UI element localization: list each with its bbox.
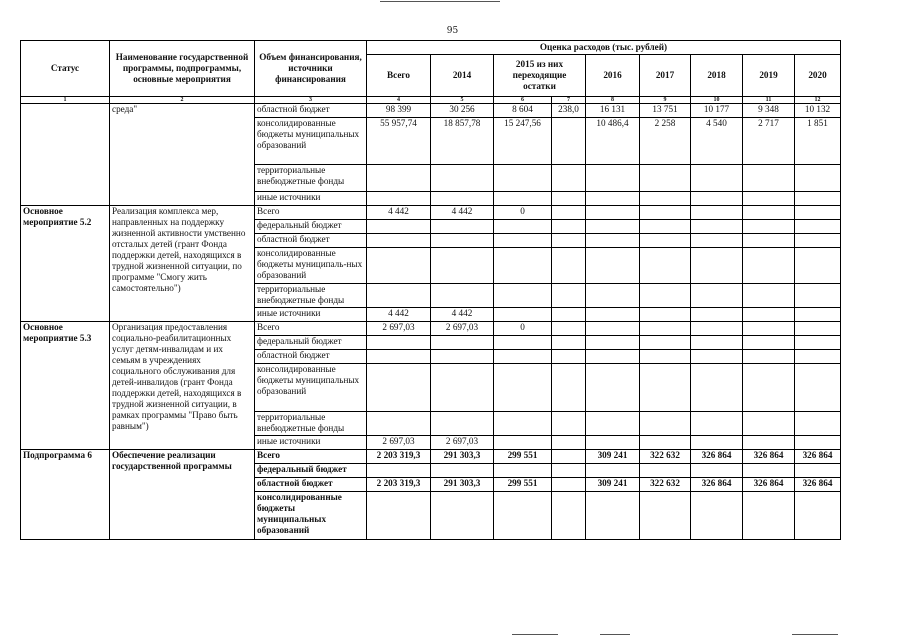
value-cell (367, 248, 431, 284)
value-cell (795, 206, 841, 220)
value-cell (552, 336, 586, 350)
status-cell (21, 104, 110, 206)
top-margin-mark (380, 1, 500, 2)
value-cell (743, 284, 795, 308)
value-cell (552, 308, 586, 322)
value-cell (586, 492, 640, 540)
col-num: 4 (367, 97, 431, 104)
funding-source: областной бюджет (255, 234, 367, 248)
value-cell: 326 864 (795, 478, 841, 492)
value-cell (795, 412, 841, 436)
value-cell (552, 220, 586, 234)
value-cell (640, 412, 691, 436)
value-cell (795, 436, 841, 450)
value-cell: 98 399 (367, 104, 431, 118)
value-cell (743, 220, 795, 234)
value-cell (552, 492, 586, 540)
value-cell (367, 220, 431, 234)
value-cell (586, 464, 640, 478)
col-num: 6 (494, 97, 552, 104)
value-cell (494, 284, 552, 308)
value-cell (795, 284, 841, 308)
header-2016: 2016 (586, 55, 640, 97)
header-2019: 2019 (743, 55, 795, 97)
bottom-margin-mark (792, 634, 838, 635)
value-cell (743, 308, 795, 322)
value-cell (691, 192, 743, 206)
funding-source: областной бюджет (255, 350, 367, 364)
value-cell (795, 336, 841, 350)
value-cell: 0 (494, 206, 552, 220)
value-cell: 322 632 (640, 450, 691, 464)
value-cell (743, 322, 795, 336)
value-cell (743, 192, 795, 206)
value-cell (586, 336, 640, 350)
value-cell (691, 464, 743, 478)
header-2017: 2017 (640, 55, 691, 97)
value-cell (431, 165, 494, 192)
value-cell (795, 464, 841, 478)
value-cell (640, 234, 691, 248)
value-cell (494, 436, 552, 450)
value-cell (431, 192, 494, 206)
value-cell (552, 206, 586, 220)
value-cell (494, 350, 552, 364)
value-cell (552, 192, 586, 206)
value-cell (367, 350, 431, 364)
value-cell (494, 165, 552, 192)
value-cell (552, 234, 586, 248)
value-cell (743, 464, 795, 478)
value-cell (494, 492, 552, 540)
value-cell: 326 864 (743, 478, 795, 492)
value-cell (691, 308, 743, 322)
value-cell: 4 442 (431, 308, 494, 322)
value-cell: 10 486,4 (586, 118, 640, 165)
value-cell (743, 350, 795, 364)
value-cell (691, 248, 743, 284)
funding-source: федеральный бюджет (255, 464, 367, 478)
value-cell (743, 436, 795, 450)
value-cell: 326 864 (691, 450, 743, 464)
value-cell: 10 132 (795, 104, 841, 118)
value-cell: 15 247,56 (494, 118, 552, 165)
value-cell: 291 303,3 (431, 478, 494, 492)
value-cell: 299 551 (494, 450, 552, 464)
value-cell (743, 165, 795, 192)
funding-source: Всего (255, 322, 367, 336)
value-cell (431, 350, 494, 364)
value-cell (640, 364, 691, 412)
value-cell: 291 303,3 (431, 450, 494, 464)
measure-5-2-block (21, 206, 841, 322)
value-cell (795, 192, 841, 206)
value-cell (795, 492, 841, 540)
value-cell: 326 864 (743, 450, 795, 464)
value-cell (552, 165, 586, 192)
value-cell (795, 350, 841, 364)
value-cell (795, 364, 841, 412)
value-cell (431, 412, 494, 436)
value-cell: 2 697,03 (367, 322, 431, 336)
value-cell (494, 192, 552, 206)
value-cell (494, 464, 552, 478)
value-cell (431, 464, 494, 478)
col-num: 3 (255, 97, 367, 104)
col-num: 12 (795, 97, 841, 104)
header-estimate: Оценка расходов (тыс. рублей) (367, 41, 841, 55)
funding-source: областной бюджет (255, 478, 367, 492)
funding-source: Всего (255, 450, 367, 464)
value-cell (494, 234, 552, 248)
value-cell (367, 336, 431, 350)
value-cell (431, 234, 494, 248)
status-cell: Подпрограмма 6 (21, 450, 110, 540)
value-cell (691, 234, 743, 248)
value-cell (586, 165, 640, 192)
measure-name: Организация предоставления социально-реабилитационных услуг детям-инвалидам и их семьям в учреждениях социального обслуживания для детей-инвалидов (грант Фонда поддержки детей, находящихся в трудной жизненной ситуации, в рамках программы "Право быть равным") (110, 322, 255, 450)
value-cell: 8 604 (494, 104, 552, 118)
value-cell (795, 165, 841, 192)
value-cell (691, 412, 743, 436)
value-cell: 4 540 (691, 118, 743, 165)
funding-source: федеральный бюджет (255, 336, 367, 350)
value-cell (640, 350, 691, 364)
value-cell (743, 206, 795, 220)
col-num: 7 (552, 97, 586, 104)
funding-source: консолидированные бюджеты муниципаль-ных образований (255, 248, 367, 284)
header-2020: 2020 (795, 55, 841, 97)
value-cell (552, 350, 586, 364)
value-cell (367, 364, 431, 412)
value-cell (691, 284, 743, 308)
value-cell: 16 131 (586, 104, 640, 118)
value-cell (552, 412, 586, 436)
value-cell (431, 248, 494, 284)
value-cell (743, 364, 795, 412)
value-cell (552, 436, 586, 450)
value-cell: 4 442 (431, 206, 494, 220)
value-cell: 2 717 (743, 118, 795, 165)
value-cell (431, 284, 494, 308)
funding-source: иные источники (255, 308, 367, 322)
col-num: 2 (110, 97, 255, 104)
page-number: 95 (446, 26, 459, 36)
value-cell: 10 177 (691, 104, 743, 118)
value-cell (691, 364, 743, 412)
col-num: 1 (21, 97, 110, 104)
value-cell (586, 192, 640, 206)
value-cell (640, 248, 691, 284)
value-cell (586, 284, 640, 308)
funding-source: федеральный бюджет (255, 220, 367, 234)
value-cell: 4 442 (367, 206, 431, 220)
value-cell (640, 165, 691, 192)
value-cell (494, 248, 552, 284)
value-cell: 2 697,03 (367, 436, 431, 450)
continued-block (21, 104, 841, 206)
value-cell (494, 364, 552, 412)
col-num: 11 (743, 97, 795, 104)
value-cell (640, 336, 691, 350)
funding-source: областной бюджет (255, 104, 367, 118)
value-cell (586, 364, 640, 412)
value-cell: 55 957,74 (367, 118, 431, 165)
value-cell (552, 464, 586, 478)
col-num: 10 (691, 97, 743, 104)
value-cell (586, 308, 640, 322)
funding-source: иные источники (255, 192, 367, 206)
value-cell (431, 492, 494, 540)
header-volume: Объем финансирования, источники финансирования (255, 41, 367, 97)
value-cell (552, 450, 586, 464)
value-cell (691, 492, 743, 540)
value-cell (367, 192, 431, 206)
value-cell (552, 118, 586, 165)
value-cell: 326 864 (691, 478, 743, 492)
value-cell (552, 284, 586, 308)
value-cell (586, 350, 640, 364)
bottom-margin-mark (512, 634, 558, 635)
value-cell: 0 (494, 322, 552, 336)
header-total: Всего (367, 55, 431, 97)
budget-table (20, 40, 841, 540)
measure-name: Реализация комплекса мер, направленных на поддержку жизненной активности умственно отсталых детей (грант Фонда поддержки детей, находящихся в трудной жизненной ситуации, по программе "Смогу жить самостоятельно") (110, 206, 255, 322)
value-cell: 13 751 (640, 104, 691, 118)
funding-source: Всего (255, 206, 367, 220)
value-cell (640, 464, 691, 478)
value-cell (431, 364, 494, 412)
value-cell (691, 220, 743, 234)
col-num: 8 (586, 97, 640, 104)
value-cell: 9 348 (743, 104, 795, 118)
value-cell: 326 864 (795, 450, 841, 464)
value-cell (494, 336, 552, 350)
header-2015: 2015 из них переходящие остатки (494, 55, 586, 97)
value-cell (640, 308, 691, 322)
value-cell (586, 412, 640, 436)
value-cell (691, 206, 743, 220)
value-cell: 2 697,03 (431, 436, 494, 450)
value-cell (640, 436, 691, 450)
value-cell (552, 322, 586, 336)
value-cell (552, 248, 586, 284)
value-cell: 2 203 319,3 (367, 478, 431, 492)
value-cell (795, 234, 841, 248)
value-cell (494, 220, 552, 234)
value-cell (640, 492, 691, 540)
value-cell (586, 322, 640, 336)
value-cell (691, 322, 743, 336)
value-cell (743, 248, 795, 284)
value-cell (640, 322, 691, 336)
value-cell (640, 284, 691, 308)
value-cell (691, 336, 743, 350)
value-cell: 1 851 (795, 118, 841, 165)
header-name: Наименование государственной программы, подпрограммы, основные мероприятия (110, 41, 255, 97)
value-cell (743, 492, 795, 540)
bottom-margin-mark (600, 634, 630, 635)
header-2018: 2018 (691, 55, 743, 97)
value-cell (552, 478, 586, 492)
value-cell (640, 220, 691, 234)
value-cell (691, 436, 743, 450)
header-status: Статус (21, 41, 110, 97)
value-cell: 309 241 (586, 450, 640, 464)
subprogram-6-block (21, 450, 841, 540)
value-cell: 238,0 (552, 104, 586, 118)
status-cell: Основное мероприятие 5.3 (21, 322, 110, 450)
measure-name: Обеспечение реализации государственной программы (110, 450, 255, 540)
value-cell (586, 248, 640, 284)
funding-source: иные источники (255, 436, 367, 450)
value-cell (586, 206, 640, 220)
measure-5-3-block (21, 322, 841, 450)
value-cell (795, 322, 841, 336)
value-cell (367, 234, 431, 248)
value-cell (586, 436, 640, 450)
value-cell (494, 412, 552, 436)
value-cell (367, 464, 431, 478)
measure-name: среда" (110, 104, 255, 206)
value-cell (367, 165, 431, 192)
value-cell (367, 284, 431, 308)
value-cell (795, 248, 841, 284)
status-cell: Основное мероприятие 5.2 (21, 206, 110, 322)
column-number-row (21, 97, 841, 104)
value-cell: 309 241 (586, 478, 640, 492)
funding-source: территориальные внебюджетные фонды (255, 284, 367, 308)
value-cell (795, 308, 841, 322)
value-cell (494, 308, 552, 322)
value-cell: 4 442 (367, 308, 431, 322)
value-cell (367, 412, 431, 436)
header-2014: 2014 (431, 55, 494, 97)
funding-source: территориальные внебюджетные фонды (255, 165, 367, 192)
value-cell: 2 697,03 (431, 322, 494, 336)
value-cell: 299 551 (494, 478, 552, 492)
value-cell (431, 220, 494, 234)
value-cell (640, 206, 691, 220)
value-cell: 2 258 (640, 118, 691, 165)
value-cell: 18 857,78 (431, 118, 494, 165)
value-cell (691, 165, 743, 192)
value-cell (691, 350, 743, 364)
value-cell (367, 492, 431, 540)
value-cell (795, 220, 841, 234)
value-cell (586, 234, 640, 248)
funding-source: консолидированные бюджеты муниципальных образований (255, 118, 367, 165)
funding-source: консолидированные бюджеты муниципальных образований (255, 492, 367, 540)
funding-source: консолидированные бюджеты муниципальных образований (255, 364, 367, 412)
value-cell (743, 234, 795, 248)
value-cell (743, 412, 795, 436)
value-cell: 322 632 (640, 478, 691, 492)
funding-source: территориальные внебюджетные фонды (255, 412, 367, 436)
col-num: 5 (431, 97, 494, 104)
col-num: 9 (640, 97, 691, 104)
value-cell: 30 256 (431, 104, 494, 118)
value-cell (743, 336, 795, 350)
value-cell: 2 203 319,3 (367, 450, 431, 464)
value-cell (640, 192, 691, 206)
value-cell (552, 364, 586, 412)
value-cell (586, 220, 640, 234)
value-cell (431, 336, 494, 350)
